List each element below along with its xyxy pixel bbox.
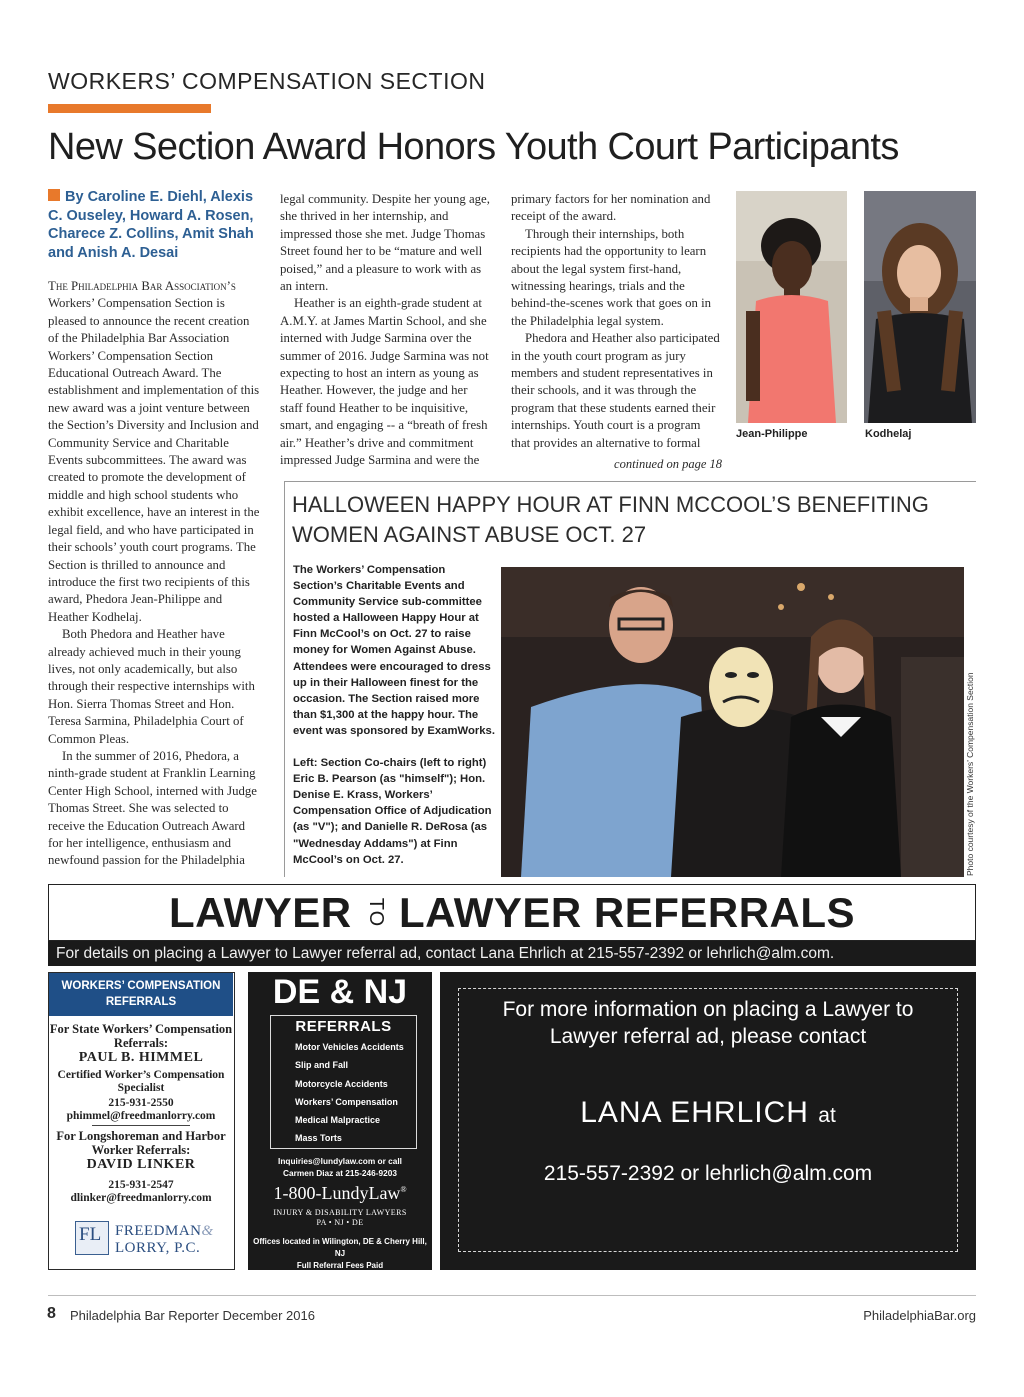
photo-kodhelaj <box>864 191 976 423</box>
ad2-practice-item: Motor Vehicles Accidents <box>295 1042 404 1052</box>
photo-caption-right: Kodhelaj <box>865 428 912 440</box>
sidebar-top-rule <box>284 481 976 482</box>
sidebar-body <box>293 562 496 884</box>
ad2-phone-text: 1-800-LundyLaw <box>273 1183 401 1203</box>
ad2-subtitle-line-2: PA • NJ • DE <box>316 1218 364 1227</box>
sidebar-left-rule <box>284 482 285 877</box>
byline-square-icon <box>48 189 60 201</box>
ad3-at: at <box>818 1104 836 1127</box>
article-paragraph: Phedora and Heather also participated in the youth court program as jury members and student representatives in their schools, and it was through the program that these students earned their internships. Youth court is a program that provides an alternative to formal <box>511 331 720 450</box>
ad3-contact-name <box>440 1096 976 1130</box>
freedman-lorry-wordmark <box>115 1223 214 1257</box>
referrals-info-strip: For details on placing a Lawyer to Lawyer referral ad, contact Lana Ehrlich at 215-557-2392 or lehrlich@alm.com. <box>48 941 976 966</box>
ad2-contact <box>248 1155 432 1179</box>
halloween-group-photo <box>501 567 964 877</box>
ad3-intro: For more information on placing a Lawyer to Lawyer referral ad, please contact <box>502 998 914 1048</box>
ad2-contact-line-1[interactable]: Inquiries@lundylaw.com or call <box>278 1156 402 1166</box>
ad2-practice-item: Mass Torts <box>295 1133 342 1144</box>
ad1-name-linker: DAVID LINKER <box>86 1157 196 1172</box>
ad2-subtitle <box>248 1208 432 1228</box>
ad2-subtitle-line-1: INJURY & DISABILITY LAWYERS <box>273 1208 407 1217</box>
ad3-contact-details[interactable]: 215-557-2392 or lehrlich@alm.com <box>543 1162 873 1185</box>
ad2-registered-mark: ® <box>400 1185 407 1194</box>
sidebar-photo-caption: Left: Section Co-chairs (left to right) Eric B. Pearson (as "himself"); Hon. Denise E. Krass, Workers’ Compensation Office of Adjudication (as "V"); and Danielle R. DeRosa (as "Wednesday Addams") at Finn McCool’s on Oct. 27. <box>293 757 492 866</box>
freedman-lorry-logo-mark <box>75 1221 109 1255</box>
page-number: 8 <box>47 1305 56 1322</box>
sidebar-headline: HALLOWEEN HAPPY HOUR AT FINN MCCOOL’S BENEFITING WOMEN AGAINST ABUSE OCT. 27 <box>292 492 929 547</box>
ad2-referrals-box <box>270 1015 417 1149</box>
article-paragraph <box>48 278 260 626</box>
byline-text: By Caroline E. Diehl, Alexis C. Ouseley, Howard A. Rosen, Charece Z. Collins, Amit Shah and Anish A. Desai <box>48 189 254 261</box>
section-accent-bar <box>48 104 211 113</box>
ad-lundylaw-referrals <box>248 972 432 1270</box>
continued-note: continued on page 18 <box>614 457 722 471</box>
ad2-practice-item: Workers’ Compensation <box>295 1096 398 1107</box>
logo-line-1: FREEDMAN <box>115 1223 202 1239</box>
ad2-box-title: REFERRALS <box>295 1018 392 1035</box>
article-paragraph: Heather is an eighth-grade student at A.M.Y. at James Martin School, and she interned with Judge Sarmina over the summer of 2016. Judge Sarmina was not expecting to host an intern as young as Heather. However, the judge and her staff found Heather to be inquisitive, smart, and engaging -- a “breath of fresh air.” Heather’s drive and commitment impressed Judge Sarmina and were the <box>280 296 489 468</box>
article-lead-rest: Workers’ Compensation Section is pleased to announce the recent creation of the Philadelphia Bar Association Workers’ Compensation Section Educational Outreach Award. The establishment and implementation of this new award was a joint venture between the Section’s Diversity and Inclusion and Community Service and Charitable Events subcommittees. The award was created to promote the development of middle and high school students who exhibit excellence, have an interest in the legal field, and who have participated in their schools’ youth court programs. The Section is thrilled to announce and introduce the first two recipients of this award, Phedora Jean-Philippe and Heather Kodhelaj. <box>48 296 260 624</box>
ad1-body <box>49 1023 233 1204</box>
sidebar-paragraph: The Workers’ Compensation Section’s Charitable Events and Community Service sub-committee hosted a Halloween Happy Hour at Finn McCool’s on Oct. 27 to raise money for Women Against Abuse. Attendees were encouraged to dress up in their Halloween finest for the occasion. The Section raised more than $1,300 at the happy hour. The event was sponsored by ExamWorks. <box>293 564 495 737</box>
article-paragraph: In the summer of 2016, Phedora, a ninth-grade student at Franklin Learning Center High School, interned with Judge Thomas Street. She was selected to receive the Education Outreach Award for her intelligence, enthusiasm and newfound passion for the Philadelphia <box>48 748 257 868</box>
ad2-footer-line-1: Offices located in Wilington, DE & Cherry Hill, NJ <box>253 1237 427 1258</box>
ad1-phone-linker: 215-931-2547 <box>108 1179 174 1191</box>
ad2-practice-item: Motorcycle Accidents <box>295 1078 388 1089</box>
website-link[interactable]: PhiladelphiaBar.org <box>863 1308 976 1323</box>
article-byline <box>48 188 260 262</box>
ad1-certification: Certified Worker’s Compensation Specialist <box>57 1069 225 1094</box>
ad2-footer-line-2: Full Referral Fees Paid <box>296 1261 384 1270</box>
referrals-title <box>48 884 976 941</box>
ad2-practice-item: Slip and Fall <box>295 1060 349 1071</box>
ad3-name-text: LANA EHRLICH <box>580 1096 809 1129</box>
logo-line-2: LORRY, P.C. <box>115 1240 201 1256</box>
ad1-email-himmel[interactable]: phimmel@freedmanlorry.com <box>66 1109 216 1122</box>
ad-placement-info <box>440 972 976 1270</box>
publication-name: Philadelphia Bar Reporter December 2016 <box>70 1308 315 1323</box>
article-column-3 <box>511 191 721 452</box>
ad2-practice-list <box>295 1038 404 1148</box>
article-column-2 <box>280 191 490 470</box>
ad2-contact-line-2: Carmen Diaz at 215-246-9203 <box>283 1168 397 1178</box>
ad1-email-linker[interactable]: dlinker@freedmanlorry.com <box>70 1191 212 1204</box>
ad2-title: DE & NJ <box>272 973 408 1011</box>
ad1-intro-state: For State Workers’ Compensation Referrals: <box>49 1022 233 1050</box>
photo-credit: Photo courtesy of the Workers’ Compensation Section <box>965 672 975 876</box>
ad1-divider <box>92 1125 190 1126</box>
article-paragraph: Both Phedora and Heather have already achieved much in their young lives, not only academically, but also through their respective internships with Hon. Sierra Thomas Street and Hon. Teresa Sarmina, Philadelphia Court of Common Pleas. <box>48 627 255 746</box>
referrals-title-right: LAWYER REFERRALS <box>399 888 856 936</box>
article-lead-smallcaps: The Philadelphia Bar Association’s <box>48 279 236 293</box>
article-column-1 <box>48 278 260 870</box>
freedman-lorry-logo <box>75 1221 215 1261</box>
ad-workers-comp-referrals <box>48 972 235 1270</box>
logo-mark-text: FL <box>79 1224 102 1245</box>
article-paragraph: primary factors for her nomination and receipt of the award. <box>511 192 711 224</box>
ad1-intro-longshore: For Longshoreman and Harbor Worker Referrals: <box>56 1129 226 1157</box>
article-paragraph: legal community. Despite her young age, she thrived in her internship, and impressed those she met. Judge Thomas Street found her to be “mature and well poised,” and a pleasure to work with as an intern. <box>280 192 490 294</box>
referrals-title-to: TO <box>364 897 387 928</box>
section-label: WORKERS’ COMPENSATION SECTION <box>48 68 486 94</box>
ad2-footer <box>248 1236 432 1272</box>
referrals-title-left: LAWYER <box>168 888 352 936</box>
ad2-phone <box>248 1183 432 1204</box>
logo-ampersand: & <box>201 1223 214 1239</box>
portrait-photo-image <box>864 191 976 423</box>
photo-caption-left: Jean-Philippe <box>736 428 808 440</box>
ad1-header: WORKERS’ COMPENSATION REFERRALS <box>49 973 233 1016</box>
article-headline: New Section Award Honors Youth Court Participants <box>48 126 899 168</box>
group-photo-image <box>501 567 964 877</box>
ad2-practice-item: Medical Malpractice <box>295 1115 381 1126</box>
photo-jean-philippe <box>736 191 847 423</box>
article-paragraph: Through their internships, both recipients had the opportunity to learn about the legal system first-hand, witnessing hearings, trials and the behind-the-scenes work that goes on in the Philadelphia legal system. <box>511 226 712 328</box>
portrait-photo-image <box>736 191 847 423</box>
ad1-phone-himmel: 215-931-2550 <box>108 1097 174 1109</box>
footer-rule <box>48 1295 976 1296</box>
ad1-name-himmel: PAUL B. HIMMEL <box>78 1050 204 1065</box>
